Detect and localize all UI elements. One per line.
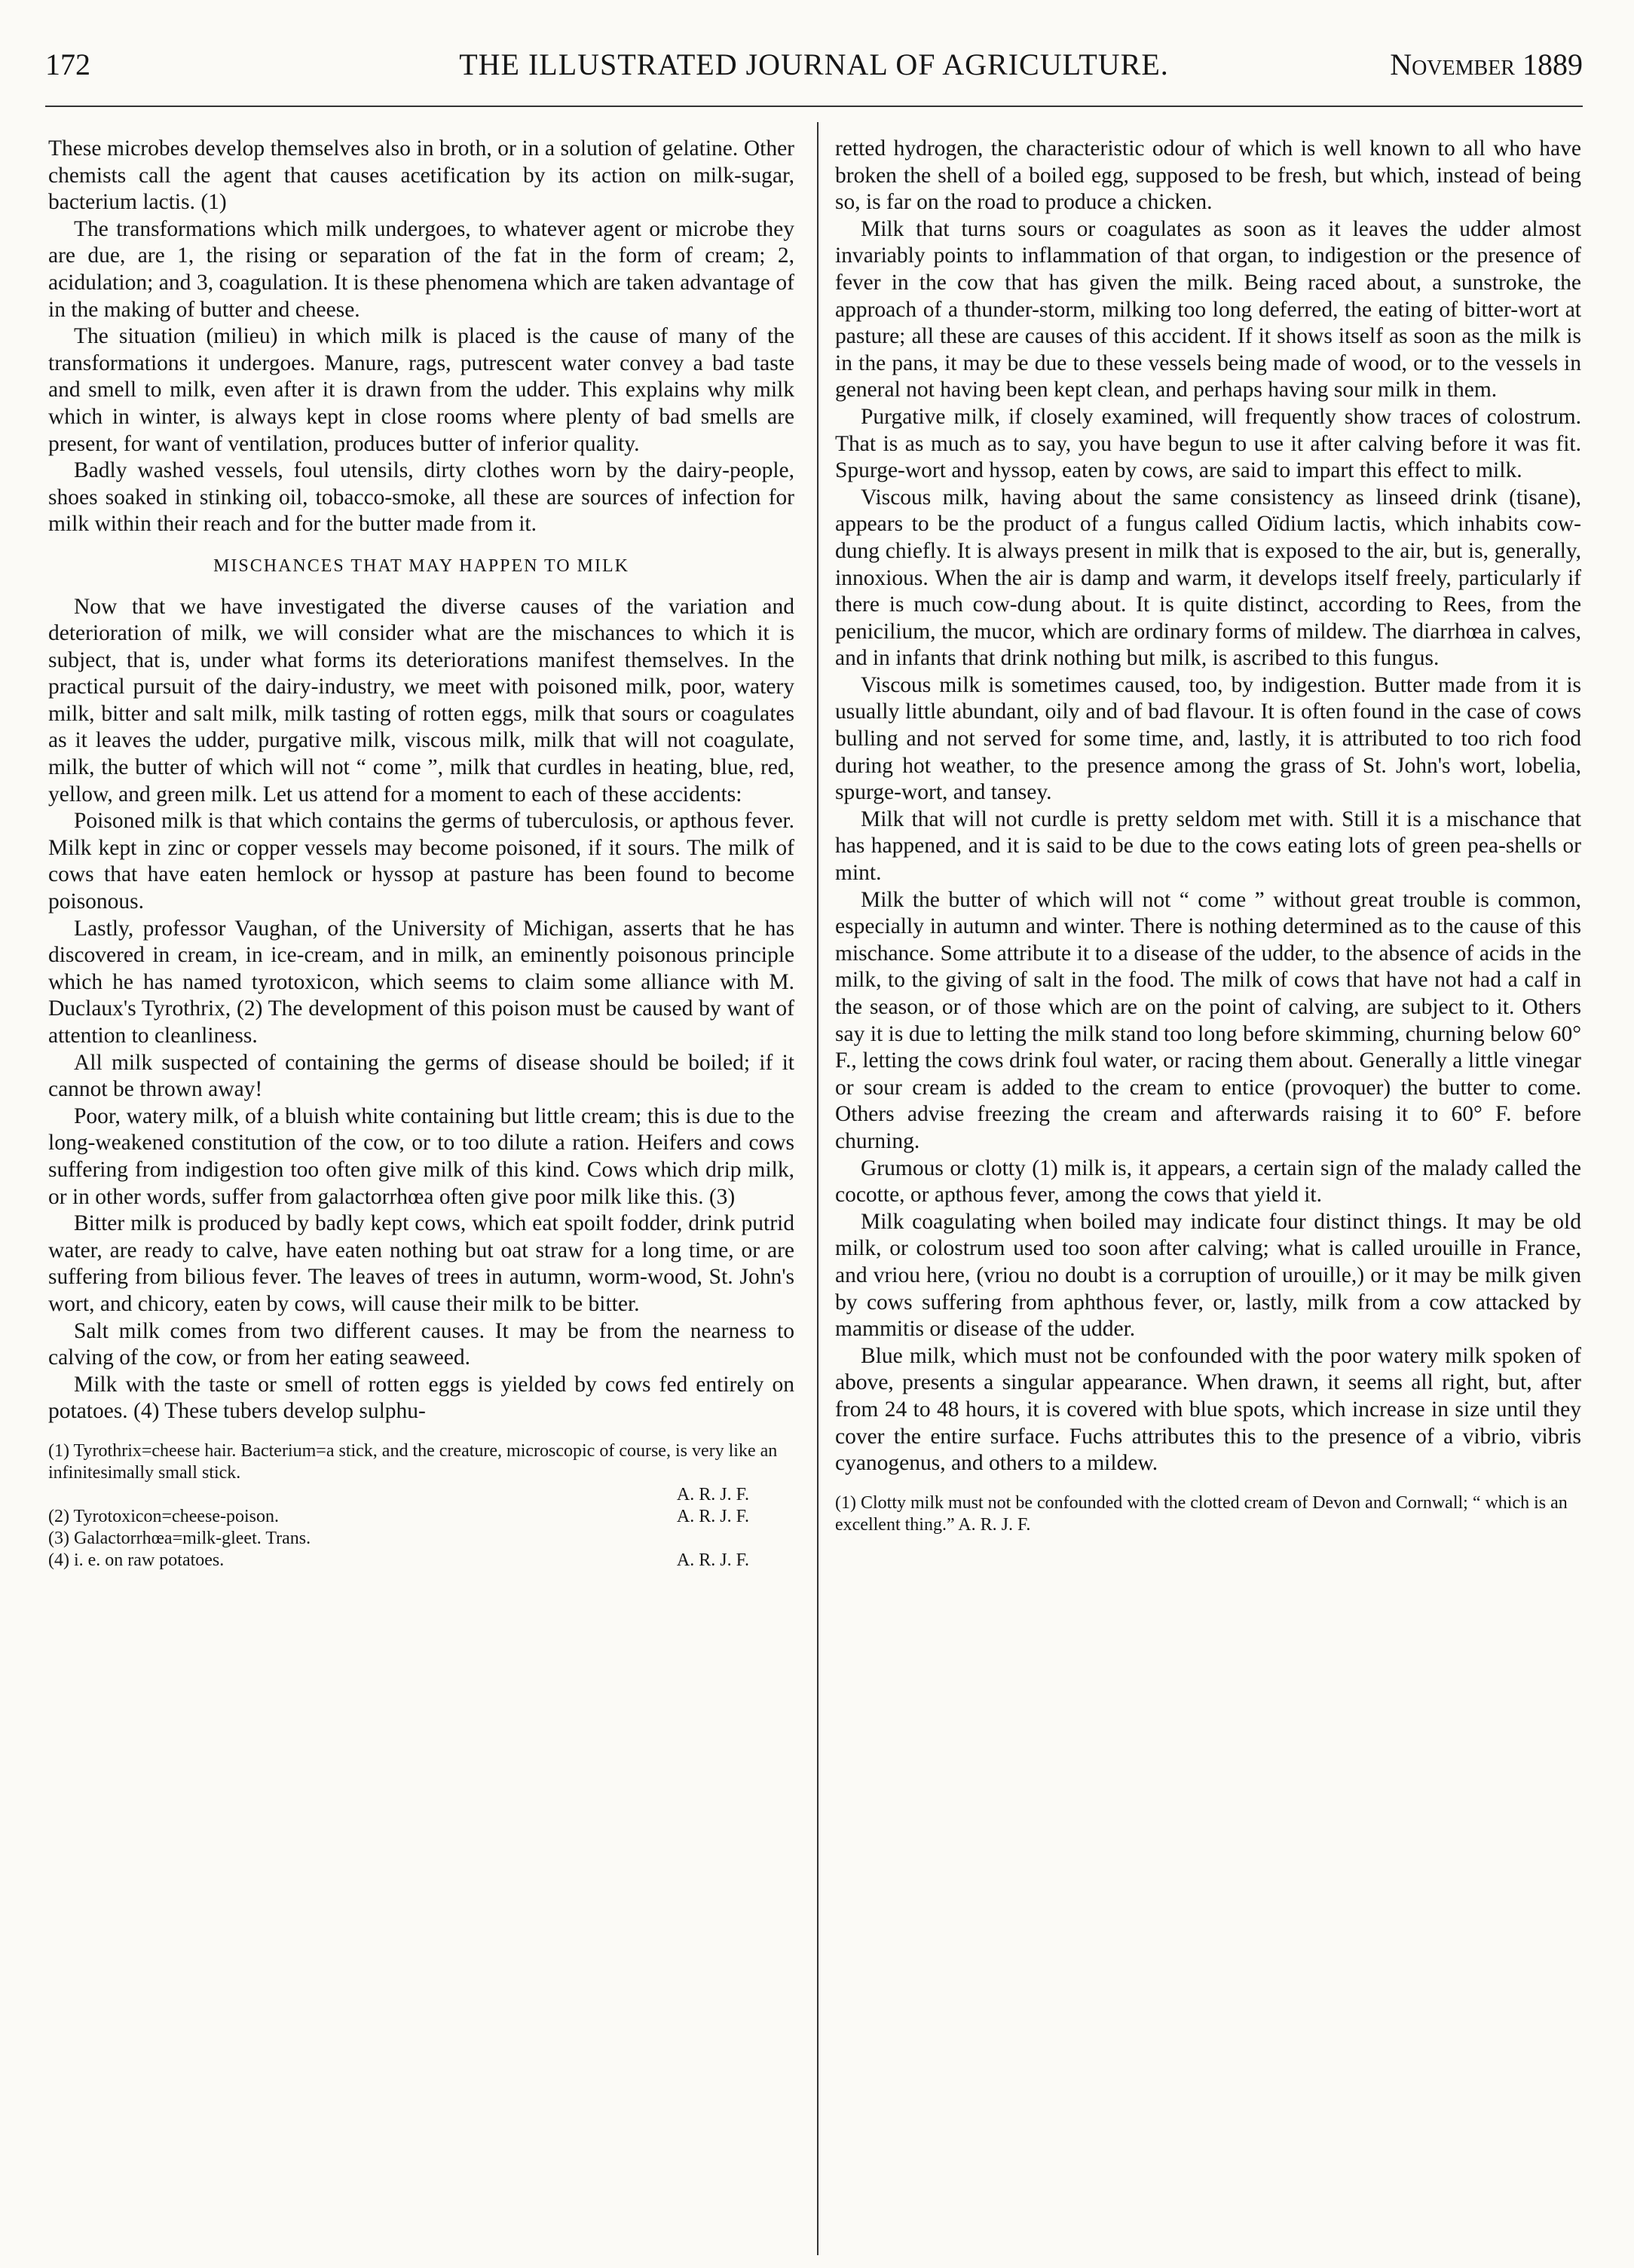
footnote-signature: A. R. J. F. bbox=[676, 1550, 749, 1570]
footnote: (1) Tyrothrix=cheese hair. Bacterium=a stick, and the creature, microscopic of course, is very like an infinitesimally small stick. bbox=[48, 1440, 778, 1483]
paragraph: Milk the butter of which will not “ come ” without great trouble is common, especially in autumn and winter. There is nothing determined as to the cause of this mischance. Some attribute it to a disease of the udder, to the absence of acids in the milk, to the giving of salt in the food. The milk of cows that have not had a calf in the season, or of those which are on the point of calving, are subject to it. Others say it is due to letting the milk stand too long before skimming, churning below 60° F., letting the cows drink foul water, or racing them about. Generally a little vinegar or sour cream is added to the cream to entice (provoquer) the butter to come. Others advise freezing the cream and afterwards raising it to 60° F. before churning. bbox=[835, 887, 1581, 1153]
paragraph: Bitter milk is produced by badly kept cows, which eat spoilt fodder, drink putrid water, are ready to calve, have eaten nothing but oat straw for a long time, or are suffering from bilious fever. The leaves of trees in autumn, worm-wood, St. John's wort, and chicory, eaten by cows, will cause their milk to be bitter. bbox=[48, 1211, 794, 1316]
section-heading: MISCHANCES THAT MAY HAPPEN TO MILK bbox=[213, 556, 629, 576]
paragraph: Viscous milk is sometimes caused, too, by indigestion. Butter made from it is usually little abundant, oily and of bad flavour. It is often found in the case of cows bulling and not served for some time, and, lastly, it is attributed to too rich food during hot weather, to the presence among the grass of St. John's wort, lobelia, spurge-wort, and tansey. bbox=[835, 672, 1581, 805]
paragraph: All milk suspected of containing the germs of disease should be boiled; if it cannot be thrown away! bbox=[48, 1050, 794, 1102]
page-header bbox=[45, 47, 1583, 92]
paragraph: Salt milk comes from two different causes. It may be from the nearness to calving of the cow, or from her eating seaweed. bbox=[48, 1318, 794, 1370]
paragraph: Badly washed vessels, foul utensils, dirty clothes worn by the dairy-people, shoes soaked in stinking oil, tobacco-smoke, all these are sources of infection for milk within their reach and for the butter made from it. bbox=[48, 458, 794, 537]
footnotes bbox=[835, 1492, 1581, 1536]
paragraph: Blue milk, which must not be confounded with the poor watery milk spoken of above, presents a singular appearance. When drawn, it seems all right, but, after from 24 to 48 hours, it is covered with blue spots, which increase in size until they cover the entire surface. Fuchs attributes this to the presence of a vibrio, vibris cyanogenus, and others to a mildew. bbox=[835, 1343, 1581, 1476]
page-number: 172 bbox=[45, 47, 90, 81]
journal-title: THE ILLUSTRATED JOURNAL OF AGRICULTURE. bbox=[459, 47, 1169, 81]
paragraph: Milk coagulating when boiled may indicate four distinct things. It may be old milk, or colostrum used too soon after calving; what is called urouille in France, and vriou here, (vriou no doubt is a corruption of urouille,) or it may be milk given by cows suffering from aphthous fever, or, lastly, milk from a cow attacked by mammitis or disease of the udder. bbox=[835, 1209, 1581, 1342]
footnote-row bbox=[48, 1550, 794, 1572]
right-column bbox=[835, 136, 1581, 2246]
footnote: (2) Tyrotoxicon=cheese-poison. bbox=[48, 1506, 279, 1526]
footnote-signature: A. R. J. F. bbox=[676, 1506, 749, 1526]
paragraph: Poor, watery milk, of a bluish white containing but little cream; this is due to the long-weakened constitution of the cow, or to too dilute a ration. Heifers and cows suffering from indigestion too often give milk of this kind. Cows which drip milk, or in other words, suffer from galactorrhœa often give poor milk like this. (3) bbox=[48, 1103, 794, 1209]
header-rule bbox=[45, 106, 1583, 107]
paragraph: Milk with the taste or smell of rotten eggs is yielded by cows fed entirely on potatoes. (4) These tubers develop sulphu- bbox=[48, 1372, 794, 1424]
paragraph: Viscous milk, having about the same consistency as linseed drink (tisane), appears to be the product of a fungus called Oïdium lactis, which inhabits cow-dung chiefly. It is always present in milk that is exposed to the air, but is, generally, innoxious. When the air is damp and warm, it develops itself freely, particularly if there is much cow-dung about. It is quite distinct, according to Rees, from the penicilium, the mucor, which are ordinary forms of mildew. The diarrhœa in calves, and in infants that drink nothing but milk, is ascribed to this fungus. bbox=[835, 485, 1581, 671]
footnotes bbox=[48, 1440, 794, 1572]
paragraph: Lastly, professor Vaughan, of the University of Michigan, asserts that he has discovered in cream, in ice-cream, and in milk, an eminently poisonous principle which he has named tyrotoxicon, which seems to claim some alliance with M. Duclaux's Tyrothrix, (2) The development of this poison must be caused by want of attention to cleanliness. bbox=[48, 916, 794, 1048]
paragraph: Grumous or clotty (1) milk is, it appears, a certain sign of the malady called the cocotte, or apthous fever, among the cows that yield it. bbox=[835, 1155, 1581, 1207]
paragraph: Purgative milk, if closely examined, will frequently show traces of colostrum. That is as much as to say, you have begun to use it after calving before it was fit. Spurge-wort and hyssop, eaten by cows, are said to impart this effect to milk. bbox=[835, 404, 1581, 483]
left-column bbox=[48, 136, 794, 2246]
footnote: (4) i. e. on raw potatoes. bbox=[48, 1550, 225, 1570]
paragraph: Milk that will not curdle is pretty seldom met with. Still it is a mischance that has happened, and it is said to be due to the cows eating lots of green pea-shells or mint. bbox=[835, 807, 1581, 886]
paragraph: Milk that turns sours or coagulates as soon as it leaves the udder almost invariably points to inflammation of that organ, to indigestion or the presence of fever in the cow that has given the milk. Being raced about, a sunstroke, the approach of a thunder-storm, milking too long deferred, the eating of bitter-wort at pasture; all these are causes of this accident. If it shows itself as soon as the milk is in the pans, it may be due to these vessels being made of wood, or to the vessels in general not having been kept clean, and perhaps having sour milk in them. bbox=[835, 216, 1581, 402]
paragraph: Now that we have investigated the diverse causes of the variation and deterioration of milk, we will consider what are the mischances to which it is subject, that is, under what forms its deteriorations manifest themselves. In the practical pursuit of the dairy-industry, we meet with poisoned milk, poor, watery milk, bitter and salt milk, milk tasting of rotten eggs, milk that sours or coagulates as it leaves the udder, purgative milk, viscous milk, milk that will not coagulate, milk, the butter of which will not “ come ”, milk that curdles in heating, blue, red, yellow, and green milk. Let us attend for a moment to each of these accidents: bbox=[48, 594, 794, 807]
footnote-row bbox=[48, 1506, 794, 1528]
footnote: (3) Galactorrhœa=milk-gleet. Trans. bbox=[48, 1528, 311, 1548]
footnote: (1) Clotty milk must not be confounded with the clotted cream of Devon and Cornwall; “ which is an excellent thing.” A. R. J. F. bbox=[835, 1492, 1568, 1535]
paragraph: These microbes develop themselves also in broth, or in a solution of gelatine. Other chemists call the agent that causes acetification by its action on milk-sugar, bacterium lactis. (1) bbox=[48, 136, 794, 215]
paragraph: Poisoned milk is that which contains the germs of tuberculosis, or apthous fever. Milk kept in zinc or copper vessels may become poisoned, if it sours. The milk of cows that have eaten hemlock or hyssop at pasture has been found to become poisonous. bbox=[48, 809, 794, 914]
column-divider bbox=[817, 122, 819, 2255]
footnote-signature: A. R. J. F. bbox=[676, 1484, 749, 1504]
paragraph: retted hydrogen, the characteristic odour of which is well known to all who have broken the shell of a boiled egg, supposed to be fresh, but which, instead of being so, is far on the road to produce a chicken. bbox=[835, 136, 1581, 215]
paragraph: The situation (milieu) in which milk is placed is the cause of many of the transformations it undergoes. Manure, rags, putrescent water convey a bad taste and smell to milk, even after it is drawn from the udder. This explains why milk which in winter, is always kept in close rooms where plenty of bad smells are present, for want of ventilation, produces butter of inferior quality. bbox=[48, 324, 794, 456]
issue-date: November 1889 bbox=[1390, 47, 1583, 81]
paragraph: The transformations which milk undergoes, to whatever agent or microbe they are due, are 1, the rising or separation of the fat in the form of cream; 2, acidulation; and 3, coagulation. It is these phenomena which are taken advantage of in the making of butter and cheese. bbox=[48, 216, 794, 322]
